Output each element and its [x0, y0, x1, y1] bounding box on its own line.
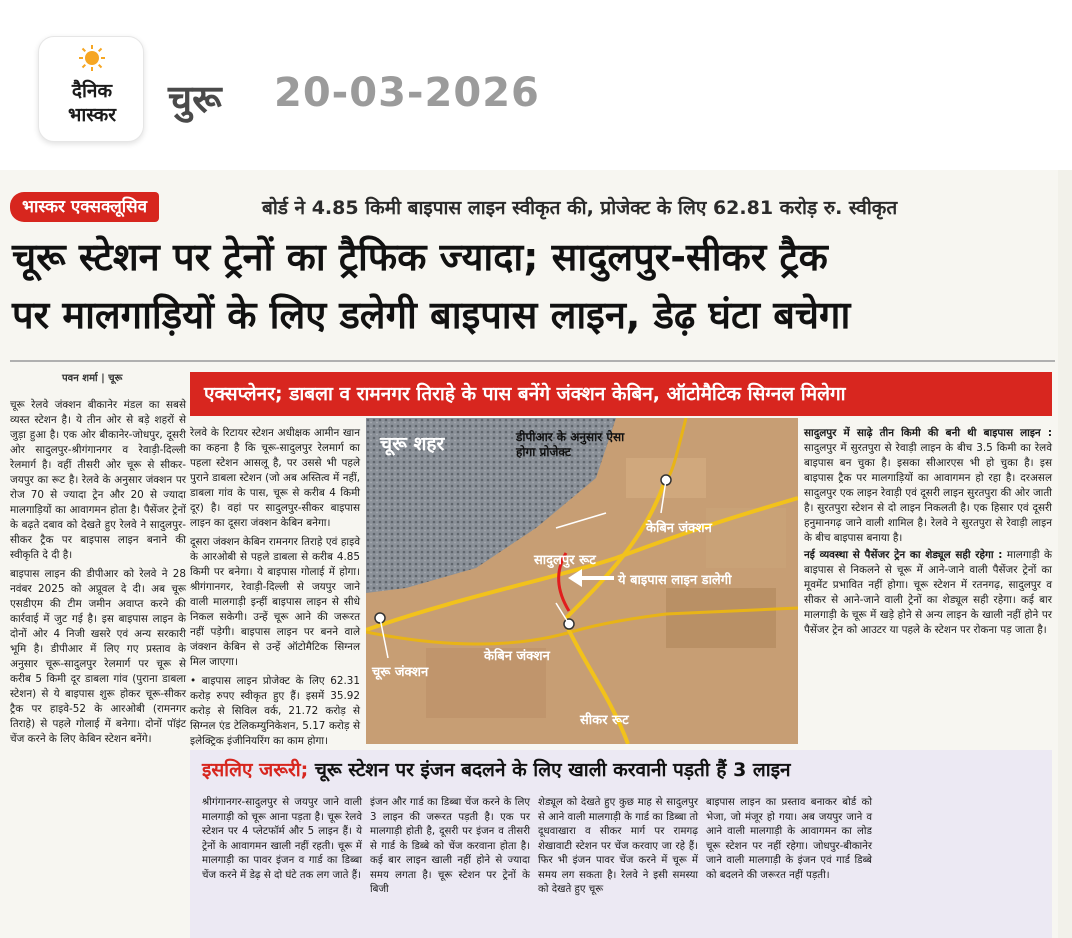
map-label-churu-junction: चूरू जंक्शन: [372, 665, 429, 680]
map-note: डीपीआर के अनुसार ऐसा होगा प्रोजेक्ट: [516, 430, 625, 459]
subhead: नई व्यवस्था से पैसेंजर ट्रेन का शेड्यूल सही रहेगा :: [804, 549, 1003, 561]
why-column: शेड्यूल को देखते हुए कुछ माह से सादुलपुर से आने वाली मालगाड़ी के गार्ड का डिब्बा तो दूधवाखारा व सीकर मार्ग पर रामगढ़ शेखावाटी स्टेशन पर चेंज करवाए जा रहे हैं। फिर भी इंजन पावर चेंज करने में चूरू में समय लग सकता है। रेलवे ने इसी समस्या को देखते हुए चूरू: [538, 797, 698, 895]
map-label-cabin-bottom: केबिन जंक्शन: [484, 649, 550, 664]
why-columns: [202, 796, 1042, 936]
why-title-text: चूरू स्टेशन पर इंजन बदलने के लिए खाली करवानी पड़ती हैं 3 लाइन: [308, 759, 791, 781]
edition-city: चुरू: [168, 77, 222, 121]
explainer-block: [190, 372, 1052, 938]
adjacent-article-edge: [1058, 170, 1072, 938]
paragraph: दूसरा जंक्शन केबिन रामनगर तिराहे एवं हाइवे के आरओबी से पहले डाबला से करीब 4.85 किमी पर बनेगा। ये बाइपास गोलाई में होगा। श्रीगंगानगर, रेवाड़ी-दिल्ली से जयपुर जाने वाली मालगाड़ी इन्हीं बाइपास लाइन से सीधे निकल सकेगी। उन्हें चूरू आने की जरूरत नहीं पड़ेगी। बाइपास लाइन पर बनने वाले जंक्शन केबिन से उन्हें ऑटोमैटिक सिग्नल मिल जाएगा।: [190, 536, 360, 668]
map-label-sikar-route: सीकर रूट: [580, 713, 629, 728]
subhead: सादुलपुर में साढ़े तीन किमी की बनी थी बाइपास लाइन :: [804, 427, 1052, 439]
middle-column: [190, 426, 360, 753]
map-label-sadulpur-route: सादुलपुर रूट: [534, 553, 596, 568]
paragraph: बाइपास लाइन की डीपीआर को रेलवे ने 28 नवंबर 2025 को अप्रूवल दे दी। अब चूरू एसडीएम की टीम जमीन अवाप्त करने की कार्रवाई में जुट गई है। इस बाइपास लाइन के दोनों ओर 4 निजी खसरे एवं अन्य सरकारी भूमि है। डीपीआर में लिए गए प्रस्ताव के अनुसार चूरू-सादुलपुर रेलमार्ग पर चूरू से करीब 5 किमी दूर डाबला गांव (पुराना डाबला स्टेशन) से ये बाइपास शुरू होकर चूरू-सीकर ट्रैक पर हाइवे-52 के आरओबी (रामनगर तिराहे) से पहले गोलाई में बनेगा। दोनों पॉइंट चेंज करने के लिए केबिन स्टेशन बनेंगे।: [10, 568, 186, 745]
tag-row: [10, 192, 1055, 222]
app-header: [0, 0, 1072, 170]
paragraph: रेलवे के रिटायर स्टेशन अधीक्षक आमीन खान का कहना है कि चूरू-सादुलपुर रेलमार्ग का पहला स्टेशन आसलू है, पर उससे भी पहले पुराने डाबला स्टेशन (जो अब अस्तित्व में नहीं, डाबला गांव के पास, चूरू से करीब 4 किमी दूर) है। वहां पर सादुलपुर-सीकर बाइपास लाइन का दूसरा जंक्शन केबिन बनेगा।: [190, 427, 360, 529]
why-section: [190, 750, 1052, 938]
sun-icon: [79, 45, 105, 71]
logo-text-line2: भास्कर: [67, 104, 117, 126]
headline-line-2: पर मालगाड़ियों के लिए डलेगी बाइपास लाइन, डेढ़ घंटा बचेगा: [12, 293, 851, 337]
why-column: बाइपास लाइन का प्रस्ताव बनाकर बोर्ड को भेजा, जो मंजूर हो गया। अब जयपुर जाने व आने वाली मालगाड़ी के आवागमन का लोड चूरू स्टेशन पर नहीं रहेगा। जोधपुर-बीकानेर जाने वाली मालगाड़ी के इंजन एवं गार्ड डिब्बे को बदलने की जरूरत नहीं पड़ती।: [706, 797, 872, 881]
map-graphic: [366, 418, 798, 744]
left-column-text: [10, 398, 186, 747]
left-column: [10, 370, 186, 938]
exclusive-tag: भास्कर एक्सक्लूसिव: [10, 192, 159, 222]
paragraph: सादुलपुर में सुरतपुरा से रेवाड़ी लाइन के बीच 3.5 किमी का रेलवे बाइपास बन चुका है। इसका सीआरएस भी हो चुका है। इस बाइपास ट्रैक पर मालगाड़ियों का आवागमन हो रहा है। दरअसल सादुलपुर एक लाइन रेवाड़ी एवं दूसरी लाइन सुरतपुरा की ओर जाती है। सुरतपुरा स्टेशन से दो लाइन निकलती है। एक हिसार एवं दूसरी हनुमानगढ़ जाने वाली शामिल है। रेलवे ने सुरतपुरा से रेवाड़ी लाइन के बीच बाइपास बनाया है।: [804, 442, 1052, 544]
right-column: [804, 426, 1052, 640]
map-label-bypass: ये बाइपास लाइन डालेगी: [618, 573, 732, 588]
headline: [12, 228, 1052, 344]
map-label-cabin-top: केबिन जंक्शन: [646, 521, 712, 536]
byline: पवन शर्मा | चूरू: [62, 373, 123, 384]
epaper-clipping: [0, 170, 1072, 938]
paragraph: मालगाड़ी के बाइपास से निकलने से चूरू में आने-जाने वाली पैसेंजर ट्रेनों का मूवमेंट प्रभावित नहीं होगा। चूरू स्टेशन में रतनगढ़, सादुलपुर व सीकर से आने-जाने वाली ट्रेनों का शेड्यूल सही रहेगा। कई बार मालगाड़ी के चूरू में खड़े होने से अन्य लाइन के खाली नहीं होने पर पैसेंजर ट्रेन को आउटर या पहले के स्टेशन पर रोकना पड़ जाता है।: [804, 549, 1052, 636]
logo-text-line1: दैनिक: [71, 80, 113, 102]
why-column: श्रीगंगानगर-सादुलपुर से जयपुर जाने वाली मालगाड़ी को चूरू आना पड़ता है। चूरू रेलवे स्टेशन पर 4 प्लेटफॉर्म और 5 लाइन हैं। ये ट्रेनों के आवागमन खाली नहीं रहती। चूरू में मालगाड़ी का पावर इंजन व गार्ड का डिब्बा चेंज करने में डेढ़ से दो घंटे तक लग जाते हैं।: [202, 797, 362, 881]
paragraph: • बाइपास लाइन प्रोजेक्ट के लिए 62.31 करोड़ रुपए स्वीकृत हुए हैं। इसमें 35.92 करोड़ से सिविल वर्क, 21.72 करोड़ से सिग्नल एंड टेलिकम्युनिकेशन, 5.17 करोड़ से इलेक्ट्रिक इंजीनियरिंग का काम होगा।: [190, 675, 360, 747]
why-title: [202, 756, 791, 782]
kicker-line: बोर्ड ने 4.85 किमी बाइपास लाइन स्वीकृत की, प्रोजेक्ट के लिए 62.81 करोड़ रु. स्वीकृत: [262, 197, 898, 219]
dainik-bhaskar-logo[interactable]: [38, 36, 144, 142]
edition-date: 20-03-2026: [274, 70, 540, 116]
paragraph: चूरू रेलवे जंक्शन बीकानेर मंडल का सबसे व्यस्त स्टेशन है। ये तीन ओर से बड़े शहरों से जुड़ा हुआ है। एक ओर बीकानेर-जोधपुर, दूसरी ओर सादुलपुर-श्रीगंगानगर व रेवाड़ी-दिल्ली रेलमार्ग है। वहीं तीसरी ओर चूरू से सीकर-जयपुर का रूट है। रेलवे के अनुसार जंक्शन पर रोज 70 से ज्यादा ट्रेन और 20 से ज्यादा मालगाड़ियों का आवागमन होता है। पैसेंजर ट्रेनों के बढ़ते दबाव को देखते हुए रेलवे ने सादुलपुर-सीकर ट्रैक पर बाइपास लाइन बनाने की स्वीकृति दे दी है।: [10, 399, 186, 561]
divider: [10, 360, 1055, 362]
headline-line-1: चूरू स्टेशन पर ट्रेनों का ट्रैफिक ज्यादा; सादुलपुर-सीकर ट्रैक: [12, 235, 828, 279]
why-column: इंजन और गार्ड का डिब्बा चेंज करने के लिए 3 लाइन की जरूरत पड़ती है। एक पर मालगाड़ी होती है, दूसरी पर इंजन व तीसरी से गार्ड के डिब्बे को चेंज करवाना होता है। कई बार लाइन खाली नहीं होने से ज्यादा समय लगता है। चूरू स्टेशन पर ट्रेनों के बिजी: [370, 797, 530, 895]
explainer-title: एक्सप्लेनर; डाबला व रामनगर तिराहे के पास बनेंगे जंक्शन केबिन, ऑटोमैटिक सिग्नल मिलेगा: [190, 372, 1052, 416]
why-tag: इसलिए जरूरी;: [202, 759, 309, 781]
bypass-map: [366, 418, 798, 744]
map-label-city: चूरू शहर: [380, 433, 445, 455]
